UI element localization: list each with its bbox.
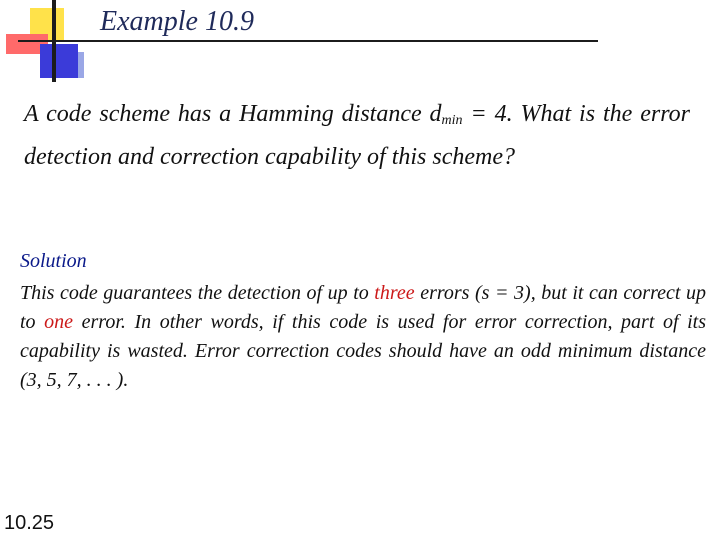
title-underline — [18, 40, 598, 42]
logo-blue-square — [40, 44, 78, 78]
solution-seg2: errors (s = 3), but it can correct up to — [20, 282, 706, 333]
page-number: 10.25 — [4, 512, 55, 534]
solution-label: Solution — [20, 250, 87, 272]
solution-seg1: This code guarantees the detection of up to — [20, 282, 375, 304]
slide-logo-decoration — [0, 0, 100, 90]
slide-title: Example 10.9 — [100, 6, 254, 37]
solution-seg3: error. In other words, if this code is used for error correction, part of its capability is wasted. Error correction codes should have an odd minimum distance (3, 5, 7, . . . ). — [20, 311, 706, 391]
question-part2: = 4. What is the error detection and correction capability of this scheme? — [24, 101, 690, 170]
question-part1: A code scheme has a Hamming distance d — [24, 101, 442, 127]
highlight-three: three — [374, 282, 415, 304]
question-text — [24, 96, 690, 175]
highlight-one: one — [44, 311, 74, 333]
solution-text — [20, 279, 706, 395]
question-subscript: min — [441, 113, 463, 128]
